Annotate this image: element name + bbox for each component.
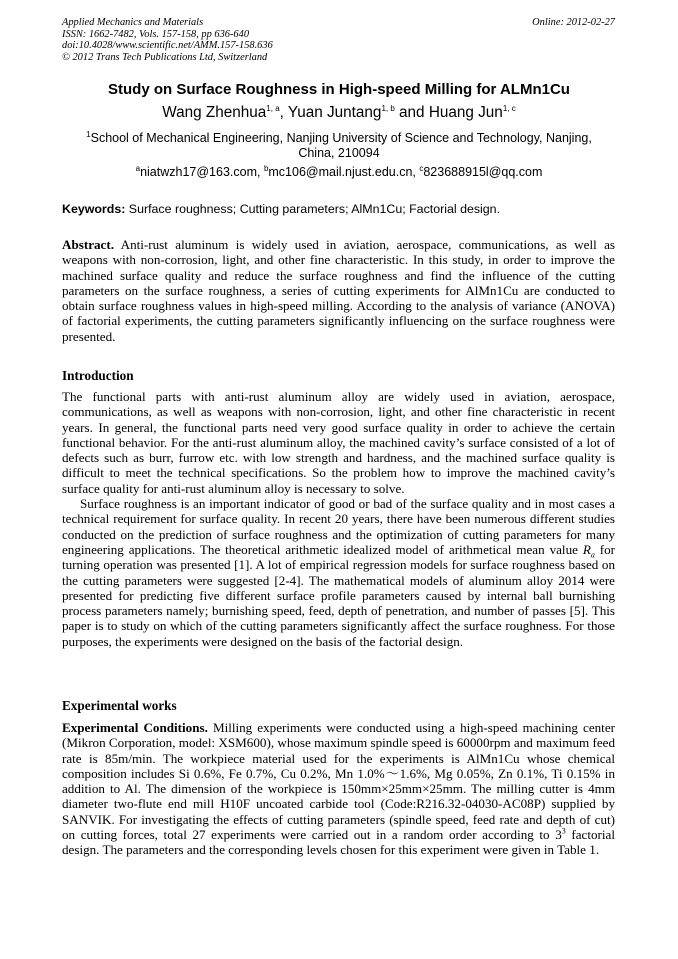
abstract-text: Anti-rust aluminum is widely used in aviation, aerospace, communications, as well as weapons with non-corrosion, light, and other fine characteristic. In this study, in order to improve the machined surface quality and reduce the surface roughness and find the influence of the cutting parameters on the surface roughness, a series of cutting experiments for AlMn1Cu are conducted to obtain surface roughness values in high-speed milling. According to the analysis of variance (ANOVA) of factorial experiments, the cutting parameters significantly influencing on the surface roughness were presented. — [62, 237, 615, 344]
email-address: 823688915l@qq.com — [423, 165, 543, 179]
section-heading-introduction: Introduction — [62, 368, 134, 383]
ra-symbol — [582, 541, 595, 560]
author-sup: 1, c — [502, 103, 516, 113]
author-name: Huang Jun — [428, 104, 503, 121]
author-separator: , — [279, 104, 288, 121]
paragraph-text: Surface roughness is an important indicator of good or bad of the surface quality and in most cases a technical requirement for surface quality. In recent 20 years, there have been numerous different studies conducted on the prediction of surface roughness and the optimization of cutting parameters for many engineering applications. The theoretical arithmetic idealized model of arithmetical mean value — [62, 496, 615, 557]
journal-name: Applied Mechanics and Materials — [62, 17, 204, 28]
author-sup: 1, b — [381, 103, 395, 113]
author-list — [0, 103, 678, 123]
online-date: Online: 2012-02-27 — [532, 17, 615, 28]
paper-title: Study on Surface Roughness in High-speed Milling for ALMn1Cu — [108, 81, 570, 98]
introduction-body — [62, 389, 615, 649]
issn-line: ISSN: 1662-7482, Vols. 157-158, pp 636-640 — [62, 28, 250, 40]
email-address: niatwzh17@163.com — [140, 165, 257, 179]
author-conjunction: and — [394, 104, 429, 121]
email-list — [0, 165, 678, 180]
paragraph: The functional parts with anti-rust aluminum alloy are widely used in aviation, aerospace, communications, as well as weapons with non-corrosion, light, and other fine characteristic in recent years. In general, the functional parts need very good surface quality in order to achieve the certain functional behavior. For the anti-rust aluminum alloy, the machined cavity’s surface consisted of a lot of defects such as burr, furrow etc. with low strength and hardness, and the machined surface quality is difficult to meet the technical specifications. So the problem how to improve the machined cavity’s surface quality for anti-rust aluminum alloy is necessary to solve. — [62, 389, 615, 496]
copyright-line: © 2012 Trans Tech Publications Ltd, Switzerland — [62, 51, 268, 63]
paragraph — [62, 496, 615, 649]
email-sup: b — [263, 163, 269, 173]
ra-subscript: a — [590, 550, 595, 560]
keywords-label: Keywords: — [62, 202, 126, 216]
abstract — [62, 237, 615, 344]
subsection-label: Experimental Conditions. — [62, 720, 208, 735]
keywords-text: Surface roughness; Cutting parameters; AlMn1Cu; Factorial design. — [125, 202, 501, 216]
author-sup: 1, a — [266, 103, 280, 113]
section-heading-experimental: Experimental works — [62, 698, 177, 713]
factorial-exponent: 3 — [561, 826, 566, 836]
email-separator: , — [256, 165, 264, 179]
journal-header — [62, 17, 273, 63]
author-name: Wang Zhenhua — [162, 104, 267, 121]
affiliation-sup: 1 — [86, 129, 91, 139]
paragraph-text: Milling experiments were conducted using a high-speed machining center (Mikron Corporation, model: XSM600), whose maximum spindle speed is 60000rpm and maximum feed rate is 85m/min. The workpiece material used for the experiments is AlMn1Cu whose chemical composition includes Si 0.6%, Fe 0.7%, Cu 0.2%, Mn 1.0%～1.6%, Mg 0.05%, Zn 0.1%, Ti 0.15% in addition to Al. The dimension of the workpiece is 150mm×25mm×25mm. The milling cutter is 4mm diameter two-flute end mill H10F uncoated carbide tool (Code:R216.32-04030-AC08P) supplied by SANVIK. For investigating the effects of cutting parameters (spindle speed, feed rate and depth of cut) on cutting forces, total 27 experiments were carried out in a random order according to — [62, 720, 615, 843]
keywords — [62, 202, 622, 217]
abstract-label: Abstract. — [62, 237, 114, 252]
doi-line: doi:10.4028/www.scientific.net/AMM.157-158.636 — [62, 40, 273, 52]
email-sup: a — [135, 163, 141, 173]
affiliation — [70, 131, 608, 161]
author-name: Yuan Juntang — [287, 104, 382, 121]
factorial-base: 3 — [555, 827, 562, 843]
paragraph-text: factorial design. The parameters and the corresponding levels chosen for this experiment were given in Table 1. — [62, 827, 615, 858]
affiliation-text: School of Mechanical Engineering, Nanjing University of Science and Technology, Nanjing, China, 210094 — [90, 131, 592, 160]
email-address: mc106@mail.njust.edu.cn — [268, 165, 413, 179]
experimental-body — [62, 720, 615, 858]
email-separator: , — [412, 165, 420, 179]
paragraph-text: for turning operation was presented [1]. A lot of empirical regression models for surface roughness based on the cutting parameters were suggested [2-4]. The mathematical models of aluminum alloy 2014 were presented for predicting five different surface profile parameters caused by internal ball burnishing process parameters namely; burnishing speed, feed, depth of penetration, and number of passes [5]. This paper is to study on which of the cutting parameters significantly affect the surface roughness. For those purposes, the experiments were designed on the basis of the factorial design. — [62, 541, 615, 649]
email-sup: c — [419, 163, 424, 173]
ra-letter: R — [582, 541, 591, 557]
